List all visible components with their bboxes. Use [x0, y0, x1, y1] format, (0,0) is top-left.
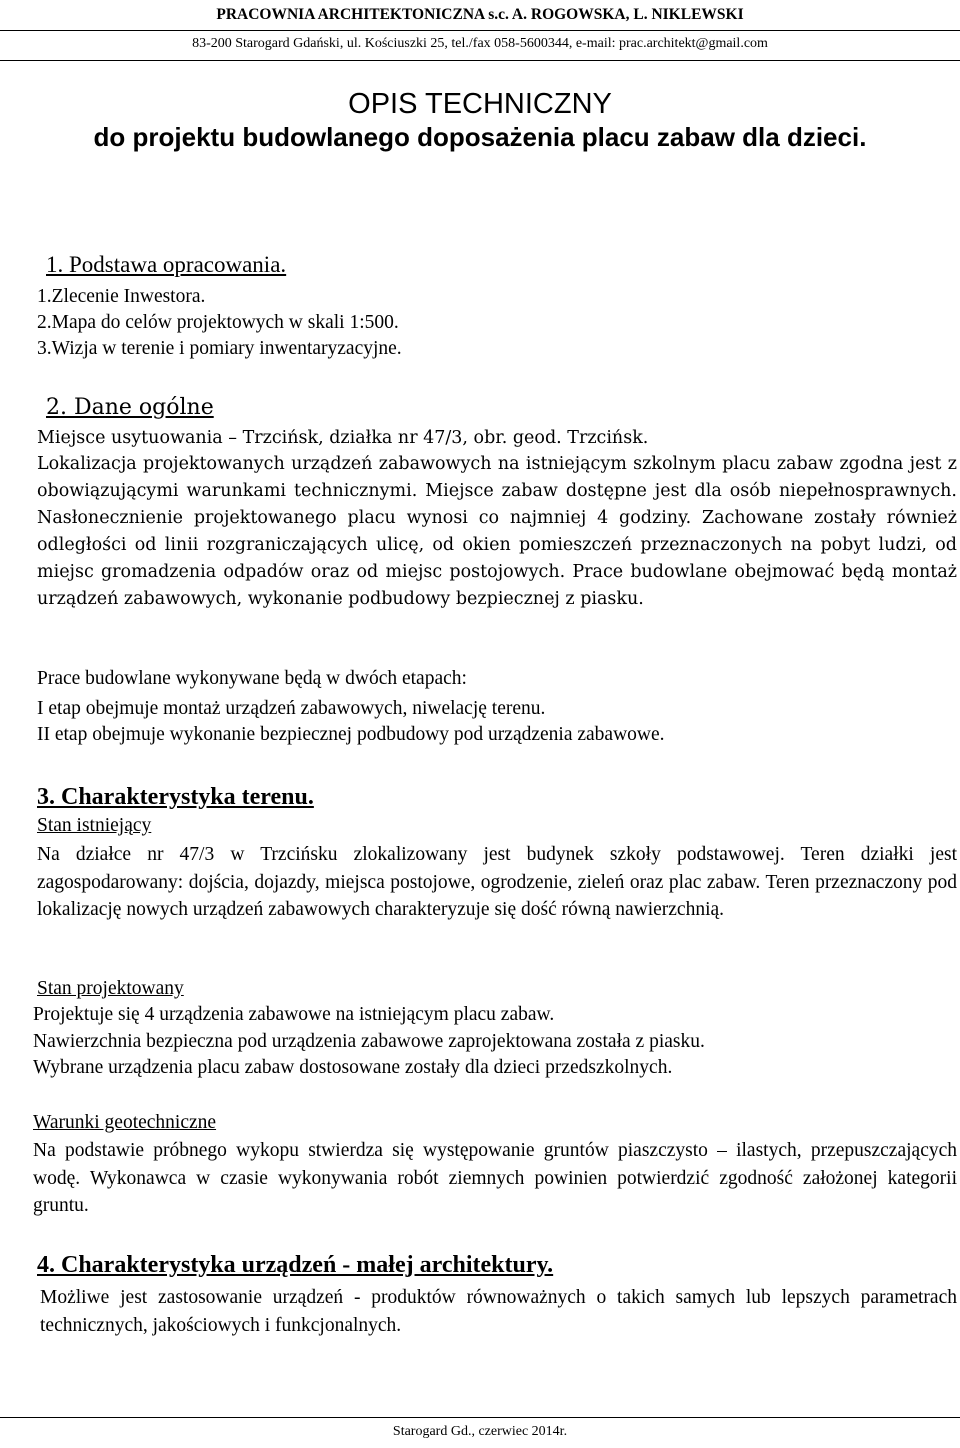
- designed-line: Projektuje się 4 urządzenia zabawowe na istniejącym placu zabaw.: [33, 1004, 555, 1025]
- section2-heading: 2. Dane ogólne: [46, 395, 214, 420]
- footer-divider: [0, 1417, 960, 1418]
- section1-item: 1.Zlecenie Inwestora.: [37, 286, 206, 307]
- company-address: 83-200 Starogard Gdański, ul. Kościuszki 25, tel./fax 058-5600344, e-mail: prac.architekt@gmail.com: [192, 36, 768, 51]
- stage-2: II etap obejmuje wykonanie bezpiecznej podbudowy pod urządzenia zabawowe.: [37, 724, 665, 745]
- header-divider-bottom: [0, 60, 960, 61]
- section1-item: 3.Wizja w terenie i pomiary inwentaryzacyjne.: [37, 338, 402, 359]
- stages-intro: Prace budowlane wykonywane będą w dwóch etapach:: [37, 668, 467, 689]
- section2-paragraph: Lokalizacja projektowanych urządzeń zabawowych na istniejącym szkolnym placu zabaw zgodna jest z obowiązującymi warunkami technicznymi. Miejsce zabaw dostępne jest dla osób niepełnosprawnych. Nasłonecznienie projektowanego placu wynosi co najmniej 4 godziny. Zachowane zostały również odległości od linii rozgraniczających ulicę, od okien pomieszczeń przeznaczonych na pobyt ludzi, od miejsc gromadzenia odpadów oraz od miejsc postojowych. Prace budowlane obejmować będą montaż urządzeń zabawowych, wykonanie podbudowy bezpiecznej z piasku.: [37, 454, 957, 609]
- designed-line: Nawierzchnia bezpieczna pod urządzenia zabawowe zaprojektowana została z piasku.: [33, 1031, 705, 1052]
- section3-heading: 3. Charakterystyka terenu.: [37, 784, 314, 810]
- geotechnical-text: Na podstawie próbnego wykopu stwierdza się występowanie gruntów piaszczysto – ilastych, przepuszczających wodę. Wykonawca w czasie wykonywania robót ziemnych powinien potwierdzić zgodność założonej kategorii gruntu.: [33, 1140, 957, 1216]
- document-subtitle: do projektu budowlanego doposażenia placu zabaw dla dzieci.: [93, 122, 867, 152]
- company-name: PRACOWNIA ARCHITEKTONICZNA s.c. A. ROGOWSKA, L. NIKLEWSKI: [216, 6, 744, 23]
- section4-text: Możliwe jest zastosowanie urządzeń - produktów równoważnych o takich samych lub lepszych parametrach technicznych, jakościowych i funkcjonalnych.: [40, 1287, 957, 1336]
- section2-location: Miejsce usytuowania – Trzcińsk, działka nr 47/3, obr. geod. Trzcińsk.: [37, 428, 649, 448]
- section4-heading: 4. Charakterystyka urządzeń - małej architektury.: [37, 1252, 554, 1278]
- stage-1: I etap obejmuje montaż urządzeń zabawowych, niwelację terenu.: [37, 698, 546, 719]
- document-title: OPIS TECHNICZNY: [348, 88, 612, 120]
- section1-item: 2.Mapa do celów projektowych w skali 1:500.: [37, 312, 399, 333]
- header-divider: [0, 30, 960, 31]
- designed-state-heading: Stan projektowany: [37, 978, 184, 999]
- section1-heading: 1. Podstawa opracowania.: [46, 252, 287, 277]
- footer-date: Starogard Gd., czerwiec 2014r.: [392, 1424, 568, 1439]
- designed-line: Wybrane urządzenia placu zabaw dostosowane zostały dla dzieci przedszkolnych.: [33, 1057, 673, 1078]
- existing-state-heading: Stan istniejący: [37, 815, 152, 836]
- existing-state-text: Na działce nr 47/3 w Trzcińsku zlokalizowany jest budynek szkoły podstawowej. Teren działki jest zagospodarowany: dojścia, dojazdy, miejsca postojowe, ogrodzenie, zieleń oraz plac zabaw. Teren przeznaczony pod lokalizację nowych urządzeń zabawowych charakteryzuje się dość równą nawierzchnią.: [37, 844, 957, 920]
- geotechnical-heading: Warunki geotechniczne: [33, 1112, 217, 1133]
